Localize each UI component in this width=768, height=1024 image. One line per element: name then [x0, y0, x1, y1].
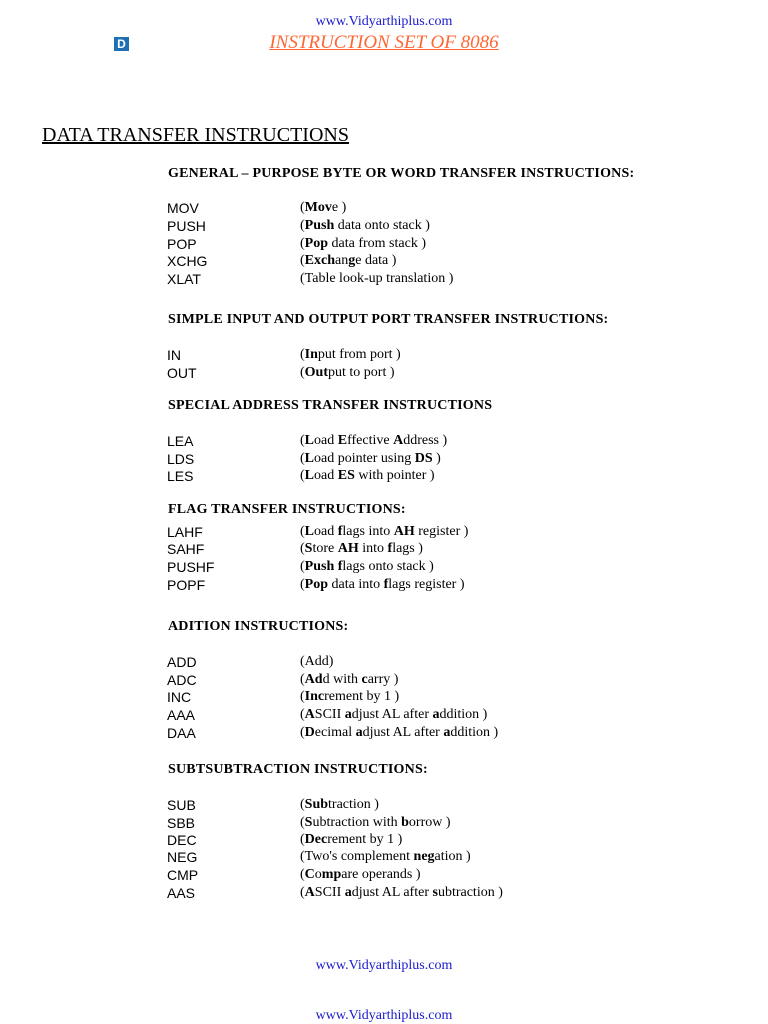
description-text: oad [314, 468, 338, 483]
description-text: ( [300, 451, 305, 466]
instruction-row [0, 672, 768, 690]
description-text: ( [300, 236, 305, 251]
instruction-row [0, 725, 768, 743]
section-heading: ADITION INSTRUCTIONS: [168, 619, 349, 634]
description-text: ddress ) [403, 433, 448, 448]
instruction-row [0, 689, 768, 707]
description-text: ( [300, 867, 305, 882]
description-text: traction ) [328, 797, 379, 812]
description-text: into [358, 541, 388, 556]
description-highlight: f [337, 524, 343, 539]
description-highlight: L [304, 524, 315, 539]
instruction-row [0, 253, 768, 271]
description-text: ( [300, 468, 305, 483]
instruction-row [0, 707, 768, 725]
description-text: ( [300, 253, 305, 268]
instruction-mnemonic: LDS [167, 451, 195, 467]
description-text: with pointer ) [354, 468, 435, 483]
description-text: ( [300, 577, 305, 592]
description-text: d with [322, 672, 362, 687]
instruction-description [300, 200, 346, 216]
description-text: oad [314, 433, 338, 448]
instruction-description [300, 218, 430, 234]
instruction-mnemonic: POPF [167, 577, 206, 593]
description-highlight: Exch [304, 253, 336, 268]
instruction-row [0, 797, 768, 815]
description-text: ddition ) [439, 707, 488, 722]
instruction-description [300, 577, 465, 593]
instruction-row [0, 524, 768, 542]
instruction-row [0, 885, 768, 903]
description-highlight: Pop [304, 577, 329, 592]
description-text: put to port ) [328, 365, 395, 380]
description-highlight: L [304, 468, 315, 483]
description-highlight: S [304, 815, 313, 830]
instruction-mnemonic: XCHG [167, 253, 208, 269]
description-highlight: Pop [304, 236, 329, 251]
instruction-row [0, 541, 768, 559]
instruction-mnemonic: XLAT [167, 271, 201, 287]
instruction-row [0, 468, 768, 486]
section-heading: SIMPLE INPUT AND OUTPUT PORT TRANSFER INSTRUCTIONS: [168, 312, 609, 327]
description-highlight: Mov [304, 200, 332, 215]
description-text: orrow ) [408, 815, 451, 830]
description-text: ( [300, 347, 305, 362]
description-text: ( [300, 200, 305, 215]
description-text: ( [300, 524, 305, 539]
description-highlight: A [304, 885, 315, 900]
description-highlight: Push [304, 218, 335, 233]
instruction-mnemonic: ADD [167, 654, 197, 670]
description-highlight: C [304, 867, 315, 882]
description-text: ( [300, 433, 305, 448]
description-text: are operands ) [341, 867, 421, 882]
description-text: lags into [342, 524, 394, 539]
description-text: register ) [414, 524, 469, 539]
description-text: oad pointer using [314, 451, 415, 466]
header-site-link[interactable]: www.Vidyarthiplus.com [315, 14, 453, 29]
description-text: SCII [314, 707, 345, 722]
instruction-mnemonic: INC [167, 689, 192, 705]
description-highlight: c [361, 672, 368, 687]
description-text: ( [300, 885, 305, 900]
instruction-description [300, 815, 451, 831]
description-text: ecimal [314, 725, 356, 740]
description-text: rement by 1 ) [324, 689, 400, 704]
instruction-description [300, 689, 399, 705]
instruction-row [0, 200, 768, 218]
description-text: ( [300, 797, 305, 812]
document-title: INSTRUCTION SET OF 8086 [269, 32, 499, 53]
instruction-row [0, 577, 768, 595]
description-highlight: AH [337, 541, 359, 556]
description-text: ffective [347, 433, 394, 448]
instruction-mnemonic: IN [167, 347, 181, 363]
description-highlight: DS [414, 451, 433, 466]
instruction-description [300, 867, 421, 883]
description-text: SCII [314, 885, 345, 900]
description-text: ( [300, 725, 305, 740]
instruction-description [300, 849, 471, 865]
description-highlight: S [304, 541, 313, 556]
description-text: data from stack ) [328, 236, 426, 251]
instruction-row [0, 815, 768, 833]
instruction-row [0, 218, 768, 236]
description-text: ation ) [434, 849, 471, 864]
instruction-description [300, 524, 468, 540]
section-heading: GENERAL – PURPOSE BYTE OR WORD TRANSFER INSTRUCTIONS: [168, 166, 635, 181]
description-text: lags register ) [388, 577, 465, 592]
instruction-description [300, 885, 503, 901]
instruction-description [300, 347, 401, 363]
description-highlight: mp [321, 867, 342, 882]
instruction-description [300, 559, 434, 575]
instruction-row [0, 654, 768, 672]
instruction-description [300, 451, 441, 467]
description-text: ubtraction with [312, 815, 402, 830]
instruction-description [300, 654, 333, 670]
instruction-description [300, 672, 398, 688]
description-highlight: g [348, 253, 356, 268]
instruction-description [300, 725, 498, 741]
description-text: ubtraction ) [437, 885, 503, 900]
description-text: ( [300, 832, 305, 847]
instruction-row [0, 867, 768, 885]
instruction-row [0, 832, 768, 850]
instruction-description [300, 707, 487, 723]
description-text: ( [300, 559, 305, 574]
description-highlight: A [304, 707, 315, 722]
section-heading: SUBTSUBTRACTION INSTRUCTIONS: [168, 762, 428, 777]
description-text: ( [300, 689, 305, 704]
instruction-row [0, 559, 768, 577]
description-text: ( [300, 218, 305, 233]
section-heading: SPECIAL ADDRESS TRANSFER INSTRUCTIONS [168, 398, 493, 413]
description-text: (Table look-up translation ) [300, 271, 454, 286]
instruction-row [0, 236, 768, 254]
description-text: ( [300, 672, 305, 687]
description-highlight: a [344, 885, 352, 900]
instruction-mnemonic: SAHF [167, 541, 205, 557]
description-text: rement by 1 ) [327, 832, 403, 847]
description-text: djust AL after [362, 725, 444, 740]
description-highlight: b [401, 815, 409, 830]
description-text: ( [300, 365, 305, 380]
description-highlight: ES [337, 468, 355, 483]
footer-site-link-2[interactable]: www.Vidyarthiplus.com [315, 1008, 453, 1023]
instruction-mnemonic: ADC [167, 672, 197, 688]
description-text: o [314, 867, 322, 882]
description-highlight: f [387, 541, 393, 556]
description-highlight: D [304, 725, 315, 740]
description-highlight: Inc [304, 689, 325, 704]
description-text: ( [300, 815, 305, 830]
description-text: djust AL after [351, 707, 433, 722]
instruction-row [0, 849, 768, 867]
description-text: (Two's complement [300, 849, 414, 864]
description-highlight: a [443, 725, 451, 740]
description-text: data into [328, 577, 384, 592]
instruction-mnemonic: LEA [167, 433, 194, 449]
description-highlight: neg [413, 849, 435, 864]
instruction-mnemonic: PUSH [167, 218, 206, 234]
description-text: (Add) [300, 654, 334, 669]
description-text: arry ) [367, 672, 399, 687]
instruction-description [300, 236, 426, 252]
instruction-description [300, 468, 435, 484]
instruction-description [300, 797, 379, 813]
instruction-mnemonic: POP [167, 236, 197, 252]
instruction-mnemonic: NEG [167, 849, 198, 865]
description-highlight: a [432, 707, 440, 722]
instruction-row [0, 271, 768, 289]
instruction-mnemonic: LAHF [167, 524, 203, 540]
description-highlight: f [337, 559, 343, 574]
description-highlight: a [355, 725, 363, 740]
description-text: e data ) [355, 253, 397, 268]
description-highlight: Out [304, 365, 329, 380]
description-highlight: L [304, 451, 315, 466]
description-highlight: a [344, 707, 352, 722]
instruction-description [300, 365, 395, 381]
description-text: tore [312, 541, 338, 556]
instruction-mnemonic: MOV [167, 200, 199, 216]
instruction-mnemonic: AAA [167, 707, 196, 723]
instruction-row [0, 433, 768, 451]
description-text: data onto stack ) [334, 218, 430, 233]
description-text: lags ) [392, 541, 423, 556]
instruction-description [300, 541, 423, 557]
description-text: ( [300, 707, 305, 722]
description-text: oad [314, 524, 338, 539]
site-logo-icon: D [114, 37, 129, 51]
description-highlight: E [337, 433, 348, 448]
instruction-description [300, 832, 402, 848]
instruction-mnemonic: AAS [167, 885, 196, 901]
description-highlight: f [383, 577, 389, 592]
instruction-mnemonic: DAA [167, 725, 196, 741]
instruction-mnemonic: CMP [167, 867, 199, 883]
instruction-row [0, 365, 768, 383]
description-highlight: Dec [304, 832, 328, 847]
main-heading: DATA TRANSFER INSTRUCTIONS [42, 124, 349, 146]
description-text: ( [300, 541, 305, 556]
instruction-row [0, 347, 768, 365]
instruction-description [300, 433, 447, 449]
description-highlight: Sub [304, 797, 329, 812]
instruction-row [0, 451, 768, 469]
description-highlight: L [304, 433, 315, 448]
instruction-mnemonic: SUB [167, 797, 196, 813]
description-text: e ) [331, 200, 347, 215]
instruction-description [300, 271, 453, 287]
description-highlight: Ad [304, 672, 323, 687]
footer-site-link[interactable]: www.Vidyarthiplus.com [315, 958, 453, 973]
description-text: an [335, 253, 349, 268]
description-highlight: A [393, 433, 404, 448]
instruction-mnemonic: SBB [167, 815, 196, 831]
description-text: ) [432, 451, 441, 466]
description-highlight: Push [304, 559, 335, 574]
description-highlight: s [432, 885, 438, 900]
instruction-description [300, 253, 396, 269]
instruction-mnemonic: OUT [167, 365, 197, 381]
instruction-mnemonic: PUSHF [167, 559, 215, 575]
description-highlight: In [304, 347, 318, 362]
description-text: put from port ) [317, 347, 401, 362]
description-text: djust AL after [351, 885, 433, 900]
description-text: lags onto stack ) [342, 559, 434, 574]
description-text: ddition ) [450, 725, 499, 740]
description-highlight: AH [393, 524, 415, 539]
section-heading: FLAG TRANSFER INSTRUCTIONS: [168, 502, 406, 517]
instruction-mnemonic: DEC [167, 832, 197, 848]
instruction-mnemonic: LES [167, 468, 194, 484]
